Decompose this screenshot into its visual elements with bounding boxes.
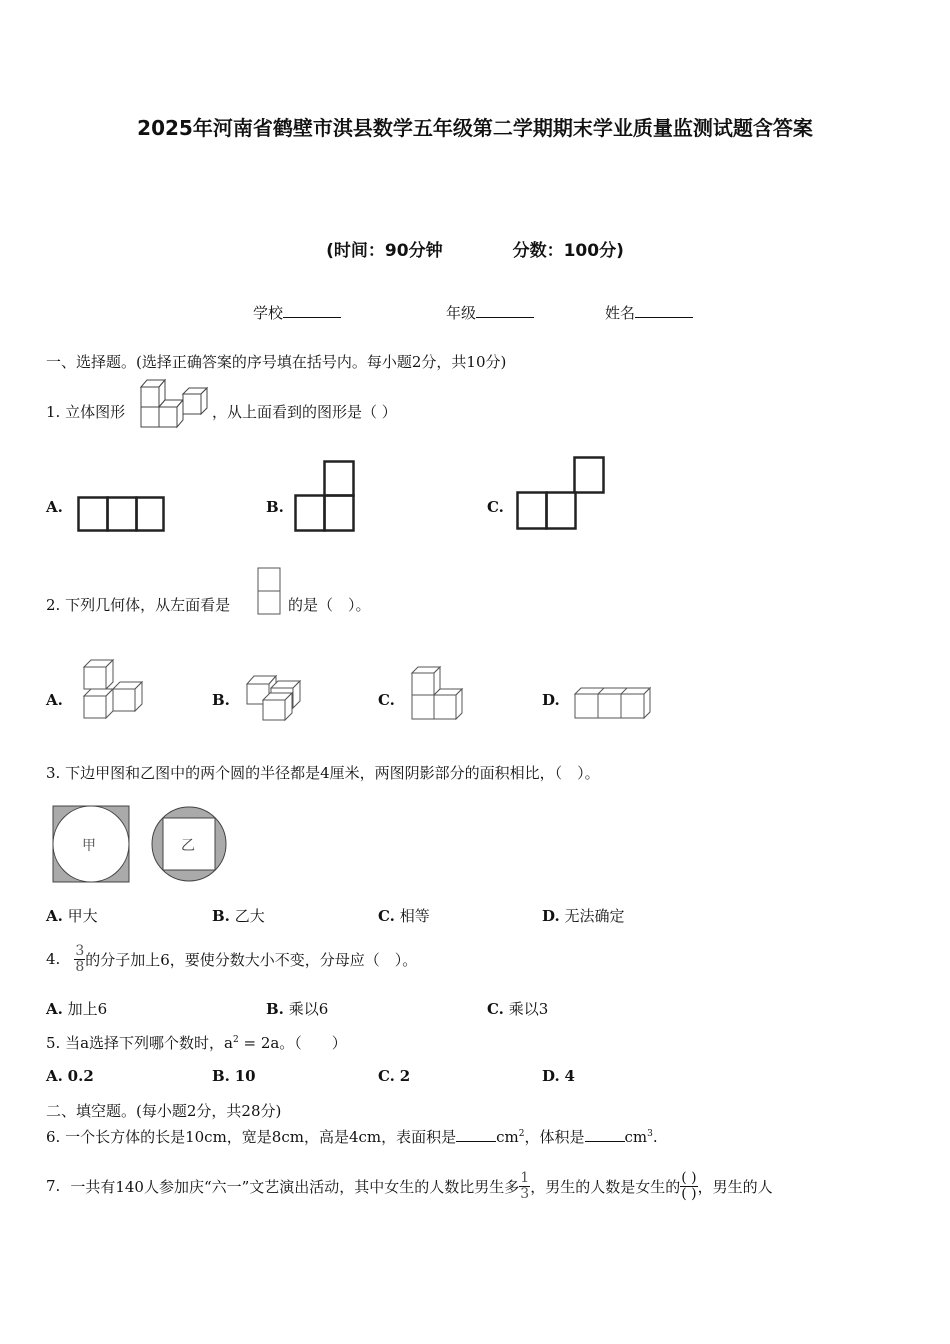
q7-number: 7.	[46, 1177, 61, 1195]
q3-label-yi: 乙	[181, 838, 195, 854]
q3-text: 下边甲图和乙图中的两个圆的半径都是4厘米，两图阴影部分的面积相比，（ ）。	[65, 764, 600, 782]
q2-option-a[interactable]: A.	[46, 691, 63, 709]
q1-option-a[interactable]: A.	[46, 498, 63, 516]
q5-option-b[interactable]	[212, 1067, 256, 1085]
q4-option-c-text: 乘以3	[508, 1000, 549, 1018]
exam-info	[0, 236, 950, 261]
q1-text-before: 立体图形	[65, 403, 126, 421]
q3-option-a-label: A.	[46, 907, 63, 925]
q7-fraction	[519, 1171, 530, 1201]
q6-text2: ，体积是	[524, 1128, 585, 1146]
section1-heading: 一、选择题。(选择正确答案的序号填在括号内。每小题2分，共10分)	[46, 353, 507, 371]
q5-option-d-label: D.	[542, 1067, 560, 1085]
q3-option-b-text: 乙大	[234, 907, 265, 925]
q5-option-a-text: 0.2	[67, 1067, 94, 1085]
q7-text2: ，男生的人数是女生的	[530, 1177, 681, 1196]
q1-text-after: ，从上面看到的图形是（ ）	[212, 403, 397, 421]
q4-fraction	[74, 944, 85, 974]
q7-answer-numerator[interactable]: ( )	[681, 1169, 697, 1186]
q4-option-a-text: 加上6	[67, 1000, 108, 1018]
q4-option-b-label: B.	[266, 1000, 284, 1018]
q1-option-c[interactable]: C.	[487, 498, 504, 516]
q7-answer-fraction[interactable]	[680, 1171, 697, 1201]
q3-option-d-label: D.	[542, 907, 560, 925]
q3-option-d[interactable]	[542, 905, 625, 926]
q3-option-a[interactable]	[46, 905, 98, 926]
school-field	[253, 302, 341, 323]
q3-number: 3.	[46, 764, 61, 782]
q3-option-c-label: C.	[378, 907, 395, 925]
page-title: 2025年河南省鹤壁市淇县数学五年级第二学期期末学业质量监测试题含答案	[137, 116, 813, 140]
q4-fraction-numerator: 3	[75, 942, 85, 959]
school-label: 学校	[253, 304, 284, 322]
q1-option-b[interactable]: B.	[266, 498, 284, 516]
name-field	[605, 302, 693, 323]
grade-label: 年级	[446, 304, 477, 322]
q2-option-d-figure	[572, 686, 656, 722]
q1-number: 1.	[46, 403, 61, 421]
q5-option-d[interactable]	[542, 1067, 575, 1085]
q3-option-a-text: 甲大	[67, 907, 98, 925]
q5-text-after: = 2a。（ ）	[238, 1034, 347, 1052]
section2-heading: 二、填空题。(每小题2分，共28分)	[46, 1102, 282, 1120]
q2-option-d[interactable]: D.	[542, 691, 560, 709]
q7-stem	[46, 1158, 773, 1214]
q6-unit1: cm	[496, 1128, 519, 1146]
q2-number: 2.	[46, 596, 61, 614]
exam-time: (时间：90分钟	[326, 241, 443, 261]
q2-stem	[46, 594, 230, 615]
q4-option-c-label: C.	[487, 1000, 504, 1018]
q7-text3: ，男生的人	[697, 1177, 773, 1196]
q5-option-c-label: C.	[378, 1067, 395, 1085]
q2-text-after: 的是（ ）。	[288, 596, 371, 614]
q5-text-before: 当a选择下列哪个数时，a	[65, 1034, 233, 1052]
q3-figures	[51, 804, 231, 884]
q6-sup2: 3	[647, 1129, 653, 1139]
q2-option-a-figure	[82, 658, 148, 722]
name-blank[interactable]	[635, 303, 693, 318]
q5-option-c-text: 2	[399, 1067, 411, 1085]
q5-stem	[46, 1032, 347, 1053]
q3-stem	[46, 762, 600, 783]
q2-option-c[interactable]: C.	[378, 691, 395, 709]
exam-score: 分数：100分)	[512, 241, 624, 261]
q6-blank-volume[interactable]	[585, 1127, 625, 1142]
q4-stem	[46, 936, 417, 982]
q7-answer-denominator[interactable]: ( )	[681, 1185, 697, 1202]
q3-option-c[interactable]	[378, 905, 430, 926]
q7-fraction-numerator: 1	[520, 1169, 530, 1186]
q1-option-b-figure	[294, 460, 358, 534]
q2-option-b[interactable]: B.	[212, 691, 230, 709]
q6-text1: 一个长方体的长是10cm，宽是8cm，高是4cm，表面积是	[65, 1128, 457, 1146]
q5-number: 5.	[46, 1034, 61, 1052]
name-label: 姓名	[605, 304, 636, 322]
q4-number: 4.	[46, 950, 61, 968]
q3-label-jia: 甲	[82, 838, 96, 854]
q7-text1: 一共有140人参加庆“六一”文艺演出活动，其中女生的人数比男生多	[70, 1177, 520, 1196]
q1-stem	[46, 401, 125, 422]
q2-option-c-figure	[410, 665, 472, 723]
grade-blank[interactable]	[476, 303, 534, 318]
school-blank[interactable]	[283, 303, 341, 318]
q2-option-b-figure	[245, 672, 305, 724]
q4-fraction-denominator: 8	[75, 958, 85, 975]
q4-option-a-label: A.	[46, 1000, 63, 1018]
q5-option-a-label: A.	[46, 1067, 63, 1085]
q5-exponent: 2	[232, 1035, 239, 1045]
q5-option-a[interactable]	[46, 1067, 94, 1085]
q6-blank-area[interactable]	[456, 1127, 496, 1142]
q4-option-b[interactable]	[266, 998, 328, 1019]
q4-text: 的分子加上6，要使分数大小不变，分母应（ ）。	[85, 950, 418, 969]
q1-option-a-figure	[77, 496, 167, 534]
q1-option-c-figure	[516, 456, 608, 534]
q1-solid-figure	[140, 378, 212, 430]
q6-number: 6.	[46, 1128, 61, 1146]
q4-option-b-text: 乘以6	[288, 1000, 329, 1018]
q6-sup1: 2	[518, 1129, 525, 1139]
q5-option-b-text: 10	[234, 1067, 256, 1085]
q5-option-b-label: B.	[212, 1067, 230, 1085]
q4-option-a[interactable]	[46, 998, 107, 1019]
q6-end: .	[652, 1128, 658, 1146]
q3-option-d-text: 无法确定	[564, 907, 625, 925]
grade-field	[446, 302, 534, 323]
q2-left-view-figure	[257, 567, 283, 617]
q4-option-c[interactable]	[487, 998, 548, 1019]
q3-option-b[interactable]	[212, 905, 265, 926]
q6-stem	[46, 1126, 658, 1147]
q3-option-c-text: 相等	[399, 907, 430, 925]
q2-text-before: 下列几何体，从左面看是	[65, 596, 231, 614]
q3-option-b-label: B.	[212, 907, 230, 925]
q6-unit2: cm	[624, 1128, 648, 1146]
q7-fraction-denominator: 3	[520, 1185, 530, 1202]
q5-option-c[interactable]	[378, 1067, 410, 1085]
q5-option-d-text: 4	[564, 1067, 575, 1085]
